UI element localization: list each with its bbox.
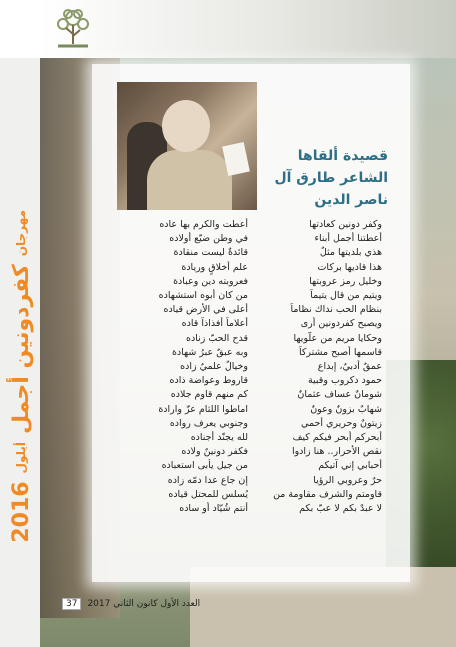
poem-line: وكفر دونين كعادتها <box>309 219 382 230</box>
sidebar-festival-title <box>4 210 38 610</box>
poem-line: أعطت والكرم بها عاده <box>159 219 248 230</box>
poem-line: قاسمها أصبح مشتركاً <box>299 346 382 358</box>
poem-line: شهابٌ بزونٌ وعونٌ <box>310 403 382 415</box>
poem-line: في وطن ضيّع أولاده <box>169 233 248 245</box>
poem-line: أعطتنا أجمل أبناء <box>314 233 382 245</box>
festival-month: أيلول <box>14 441 28 474</box>
poem-line: قاروط وعواضة ذاده <box>169 375 248 387</box>
poem-line: أحبابي إني آتيكم <box>318 460 382 472</box>
poem-line: وخيالٌ علميٌ زاده <box>180 361 248 373</box>
poem-line: هذي بلديتها مثلٌ <box>319 247 382 259</box>
page-number: 37 <box>62 598 81 610</box>
poem-line: وبه عبقٌ عبرُ شهادة <box>171 346 248 358</box>
poem-line: ويتيم من قال يتيماً <box>310 290 382 302</box>
poem-line: ويصبح كفردونين أرى <box>300 318 382 330</box>
page-footer <box>62 596 200 612</box>
poem-line: عمقٌ أدبيٌ، إبداع <box>317 361 382 373</box>
title-line-2: الشاعر طارق آل <box>274 170 388 186</box>
poem-line: وخليل رمز عروبتها <box>309 275 382 287</box>
article-title <box>263 145 388 211</box>
poem-line: بنظام الحب نداك نظاماً <box>290 304 382 316</box>
photo-paper <box>222 142 250 176</box>
poem-column-right <box>258 218 382 516</box>
poem-line: وجنوبي يعرف رواده <box>169 417 248 429</box>
poet-photo <box>117 82 257 210</box>
title-line-1: قصيدة ألقاها <box>297 148 388 164</box>
poem-line: أعلاماً أفذاذاً قاده <box>181 318 248 330</box>
festival-year: 2016 <box>8 481 34 543</box>
poem-line: حرٌ وعروبي الرؤيا <box>313 474 382 486</box>
poem-line: لله يجنّد أجناده <box>190 432 248 444</box>
poem-line: حمود دكروب وقبية <box>307 375 382 387</box>
tree-logo-icon <box>52 6 94 52</box>
poem-line: من جيل يأبى استعباده <box>161 460 248 472</box>
issue-label: العدد الأول كانون الثاني 2017 <box>87 599 201 609</box>
poem-line: نقص الأحرار.. هنا زادوا <box>291 446 382 458</box>
poem-line: من كان أبوه استشهاده <box>158 290 248 302</box>
poem-line: علم أخلاقٍ وريادة <box>181 261 248 273</box>
poem-line: زيتونٌ وحريري أحمي <box>301 417 382 429</box>
poem-line: قاومتم والشرف مقاومة من <box>273 488 382 500</box>
title-line-3: ناصر الدين <box>314 192 388 208</box>
poem-line: كم منهم قاوم جلاده <box>170 389 248 401</box>
poem-line: هذا قاديها بركات <box>317 261 382 273</box>
top-banner-gradient <box>40 0 456 58</box>
poem-line: قائدةٌ ليست منقادة <box>173 247 248 259</box>
poem-line: فعروبته دين وعبادة <box>173 275 248 287</box>
poem-line: إن جاع عدا دمّه زاده <box>167 474 248 486</box>
poem-line: فكفر دونينٌ ولاده <box>181 446 248 458</box>
poem-line: شومانٌ عساف عثمانٌ <box>297 389 382 401</box>
photo-figure-body <box>147 150 232 210</box>
poem-line: وحكايا مريم من علّويها <box>293 332 382 344</box>
festival-label: مهرجان <box>14 210 28 257</box>
poem-line: أعلى في الأرض قياده <box>163 304 248 316</box>
poem-line: اماطوا اللثام عزّ وارادة <box>158 403 248 415</box>
photo-figure-head <box>162 100 210 152</box>
poem-column-left <box>124 218 248 516</box>
poem-line: يُسلس للمحتل قياده <box>168 488 248 500</box>
poem-line: لا عبدٌ بكم لا عبّ بكم <box>299 503 382 515</box>
festival-name: كفردونين أجمل <box>8 264 34 434</box>
top-banner <box>0 0 456 59</box>
poem-line: أبحركم أبحر فيكم كيف <box>292 432 382 444</box>
poem-line: أنتم شُيّاد أو ساده <box>179 503 248 515</box>
poem-line: قدح الحبّ زناده <box>185 332 248 344</box>
